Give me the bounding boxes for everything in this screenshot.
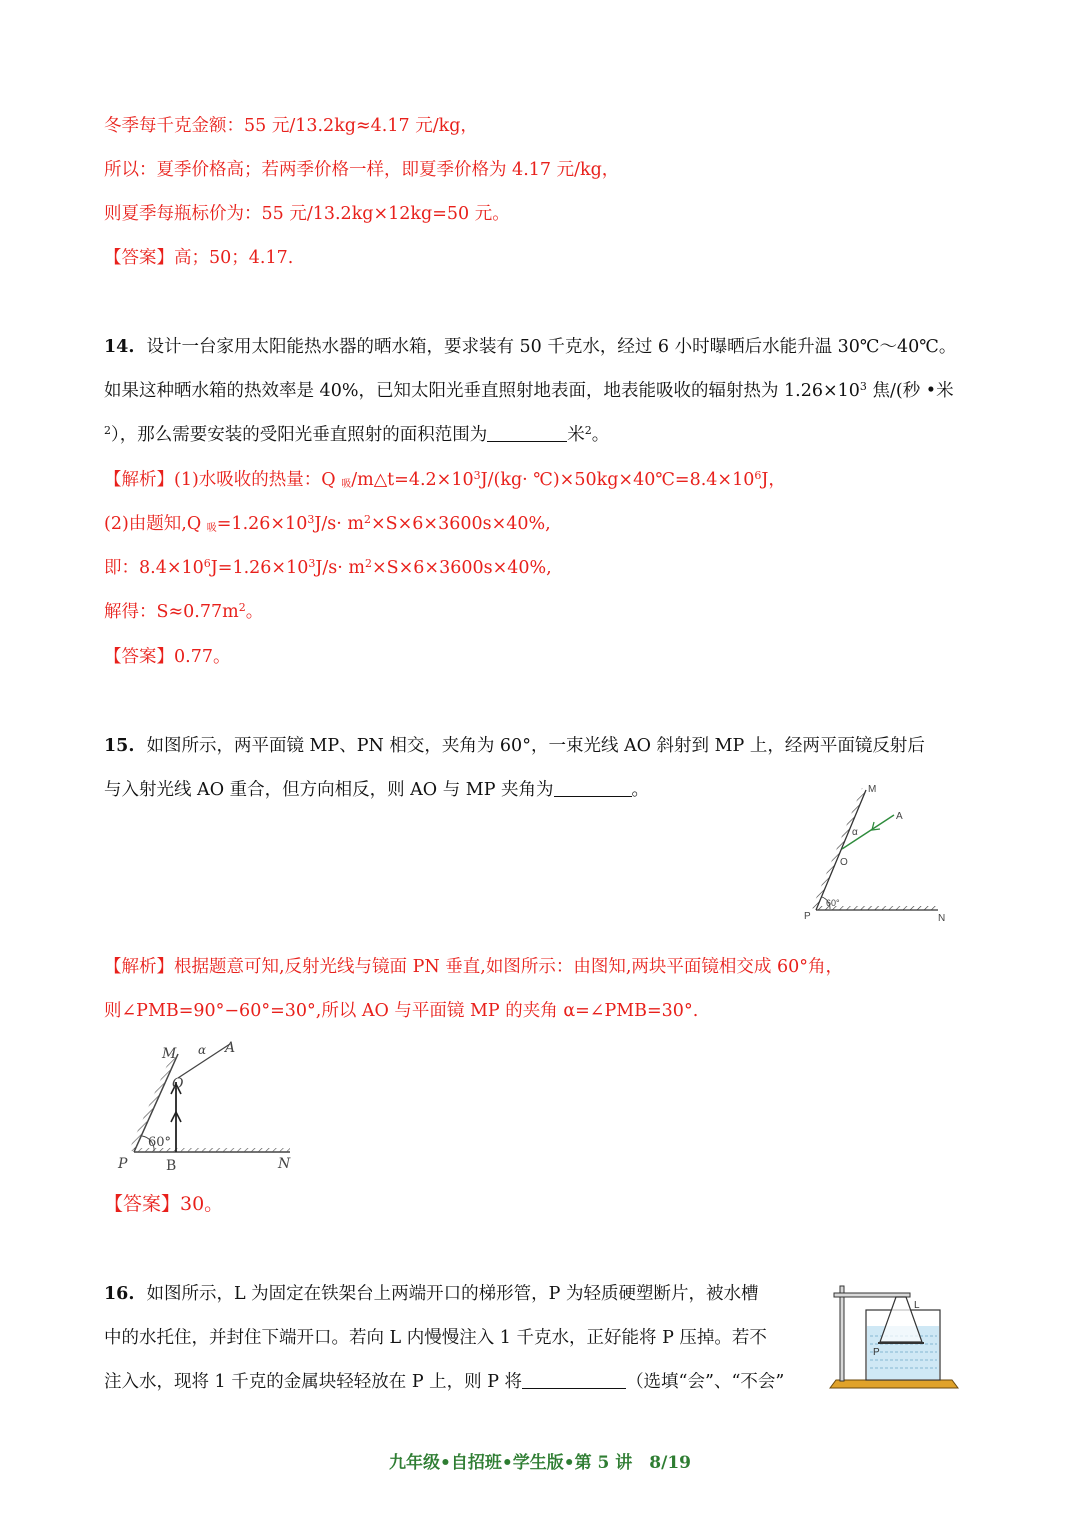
page-footer: 九年级•自招班•学生版•第 5 讲 8/19 xyxy=(389,1453,691,1473)
solution-text: J/s· m xyxy=(315,558,365,578)
label-n: N xyxy=(278,1156,291,1172)
question-text: 米 xyxy=(567,425,585,445)
solution-line: 所以：夏季价格高；若两季价格一样，即夏季价格为 4.17 元/kg， xyxy=(104,160,620,180)
question-text: 与入射光线 AO 重合，但方向相反，则 AO 与 MP 夹角为 xyxy=(104,780,554,800)
question-14-line xyxy=(104,335,956,359)
solution-line xyxy=(104,600,263,624)
solution-line: 【解析】根据题意可知,反射光线与镜面 PN 垂直,如图所示：由图知,两块平面镜相交成 60°角， xyxy=(104,957,843,977)
superscript: 3 xyxy=(859,380,867,393)
question-text: 。 xyxy=(591,425,610,445)
superscript: 3 xyxy=(307,513,315,526)
question-text: ），那么需要安装的受阳光垂直照射的面积范围为 xyxy=(111,425,488,445)
solution-text: (2)由题知,Q xyxy=(104,514,207,534)
solution-line: 则∠PMB=90°−60°=30°,所以 AO 与平面镜 MP 的夹角 α=∠PMB=30°. xyxy=(104,1001,699,1021)
label-l: L xyxy=(914,1300,920,1311)
question-text: 注入水，现将 1 千克的金属块轻轻放在 P 上，则 P 将 xyxy=(104,1372,523,1392)
label-m: M xyxy=(868,784,877,795)
stand-base xyxy=(830,1380,958,1388)
solution-line xyxy=(104,468,786,492)
superscript: 2 xyxy=(584,424,592,437)
solution-text: 【解析】(1)水吸收的热量：Q xyxy=(104,470,342,490)
solution-text: ×S×6×3600s×40%, xyxy=(371,558,552,578)
solution-text: ×S×6×3600s×40%, xyxy=(370,514,551,534)
label-p: P xyxy=(804,911,811,922)
label-p: P xyxy=(873,1347,880,1358)
label-p: P xyxy=(118,1156,128,1172)
question-15-line xyxy=(104,778,649,802)
solution-text: J=1.26×10 xyxy=(210,558,309,578)
answer-line: 【答案】30。 xyxy=(104,1193,224,1215)
superscript: 2 xyxy=(238,601,246,614)
answer-line: 【答案】0.77。 xyxy=(104,647,231,667)
superscript: 3 xyxy=(473,469,481,482)
question-14-line xyxy=(104,379,954,403)
solution-text: J/s· m xyxy=(314,514,364,534)
solution-text: /m△t=4.2×10 xyxy=(351,470,474,490)
label-n: N xyxy=(938,913,946,924)
question-number: 16. xyxy=(104,1284,135,1304)
superscript: 3 xyxy=(308,557,316,570)
question-text: 。 xyxy=(631,780,650,800)
solution-line xyxy=(104,556,552,580)
label-alpha: α xyxy=(852,827,858,838)
apparatus-figure xyxy=(822,1280,964,1400)
answer-line: 【答案】高；50；4.17. xyxy=(104,248,294,268)
superscript: 6 xyxy=(203,557,211,570)
question-14-line xyxy=(104,423,609,447)
superscript: 6 xyxy=(754,469,762,482)
superscript: 2 xyxy=(104,424,111,437)
question-16-line xyxy=(104,1370,784,1394)
solution-text: J， xyxy=(761,470,786,490)
answer-blank[interactable] xyxy=(554,778,632,797)
question-text: 如果这种晒水箱的热效率是 40%，已知太阳光垂直照射地表面，地表能吸收的辐射热为 1.26×10 xyxy=(104,381,860,401)
question-16-line xyxy=(104,1282,758,1306)
label-angle: 60° xyxy=(148,1135,172,1150)
solution-text: 即：8.4×10 xyxy=(104,558,204,578)
question-number: 15. xyxy=(104,736,135,756)
subscript: 吸 xyxy=(206,523,217,534)
label-m: M xyxy=(162,1046,177,1062)
question-text: 如图所示，两平面镜 MP、PN 相交，夹角为 60°，一束光线 AO 斜射到 MP 上，经两平面镜反射后 xyxy=(146,736,925,756)
label-angle: 60° xyxy=(826,898,840,908)
superscript: 2 xyxy=(363,513,371,526)
solution-text: 。 xyxy=(245,602,264,622)
solution-text: 解得：S≈0.77m xyxy=(104,602,239,622)
answer-blank[interactable] xyxy=(522,1370,626,1389)
question-text: 焦/(秒 •米 xyxy=(866,381,954,401)
question-16-line: 中的水托住，并封住下端开口。若向 L 内慢慢注入 1 千克水，正好能将 P 压掉。若不 xyxy=(104,1328,767,1348)
solution-line: 冬季每千克金额：55 元/13.2kg≈4.17 元/kg， xyxy=(104,116,478,136)
label-a: A xyxy=(896,811,903,822)
superscript: 2 xyxy=(364,557,372,570)
label-a: A xyxy=(225,1040,236,1056)
solution-text: J/(kg· ℃)×50kg×40℃=8.4×10 xyxy=(480,470,755,490)
label-o: O xyxy=(172,1076,184,1092)
solution-figure xyxy=(112,1036,302,1178)
mirror-figure xyxy=(790,775,960,925)
question-15-line xyxy=(104,734,925,758)
solution-text: =1.26×10 xyxy=(216,514,308,534)
question-number: 14. xyxy=(104,337,135,357)
label-alpha: α xyxy=(198,1043,207,1057)
label-b: B xyxy=(166,1158,177,1174)
stand-rod xyxy=(840,1286,844,1381)
question-text: 设计一台家用太阳能热水器的晒水箱，要求装有 50 千克水，经过 6 小时曝晒后水能升温 30℃～40℃。 xyxy=(146,337,957,357)
subscript: 吸 xyxy=(341,479,352,490)
label-o: O xyxy=(840,857,848,868)
question-text: 如图所示，L 为固定在铁架台上两端开口的梯形管，P 为轻质硬塑断片，被水槽 xyxy=(146,1284,759,1304)
answer-blank[interactable] xyxy=(487,423,567,442)
solution-line xyxy=(104,512,551,536)
solution-line: 则夏季每瓶标价为：55 元/13.2kg×12kg=50 元。 xyxy=(104,204,510,224)
question-text: （选填“会”、“不会” xyxy=(626,1372,785,1392)
